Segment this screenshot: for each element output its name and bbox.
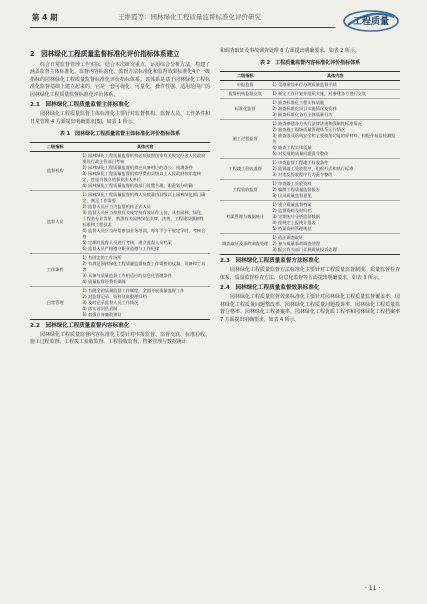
table-1-head-indicator: 二级指标 — [30, 142, 80, 151]
left-column — [30, 48, 210, 347]
table-row — [220, 119, 400, 158]
section-2-paragraph: 综合日常监督管理工作实际，结合本次研究重点，运用综合分析方法，构建了涵盖监督主体标准化、监督内容标准化、监督方法标准化和监督效果标准化4个一级指标的园林绿化工程质量监督标准化评价指标体系。该体系是基于园林绿化工程标准化监督基础上建立起来的，它是一套可视化、可量化、操作性强、适用范围广的园林绿化工程质量监督标准化评价体系。 — [30, 62, 210, 98]
section-2-1-paragraph: 园林绿化工程质量监督主体标准化主要针对监督机构、监督人员、工作条件和日常管理 4 方面提出明确要求[5]，如表 1 所示。 — [30, 111, 210, 125]
row-label: 监督人员 — [30, 190, 80, 253]
section-2-4-title: 2.4 园林绿化工程质量监督效果标准化 — [220, 285, 320, 292]
table-row — [220, 80, 400, 89]
row-label: 监督机构监督交底 — [220, 89, 270, 98]
section-2-2-paragraph: 园林绿化工程质量监督内容标准化主要针对申报监督、监督交底、标准验收、施工过程监督、工程竣工验收监督、工程验收监督、档案管理与数据统计 — [30, 332, 210, 346]
table-row — [30, 151, 210, 190]
table-2-caption: 表 2 工程质量监督内容标准化评价指标体系 — [259, 60, 361, 67]
table-1-caption: 表 1 园林绿化工程质量监督主体标准化评价指标体系 — [59, 131, 181, 138]
section-2-3-title: 2.3 园林绿化工程质量监督方法标准化 — [220, 257, 320, 264]
section-2-4-paragraph: 园林绿化工程质量监督效果标准化主要针对园林绿化工程质量监督覆盖率、园林绿化工程质量问题整改率、园林绿化工程质量问题投诉率、园林绿化工程质量监督合格率、园林绿化工程备案率、园林绿化工程优质工程率和园林绿化工程档案率 7 方面提出明确要求，如表 4 所示。 — [220, 294, 400, 323]
row-label: 申报监督 — [220, 80, 270, 89]
section-2-3-paragraph: 园林绿化工程质量监督方法标准化主要针对工程质量监督制度、质量监督检查体系、质量监督检查方法、信息化监督等方面提出明确要求，如表 3 所示。 — [220, 267, 400, 281]
row-label: 标准化监督 — [220, 98, 270, 119]
journal-logo — [342, 6, 400, 34]
row-content: 1) 受理建设单位办理质量监督手续 — [270, 80, 400, 89]
row-content: 1) 园林绿化工程质量监督机构必须按照国家有关规定经省人民政府建设行政主管部门考核 2) 园林绿化工程质量监督机构应具备相应的办公、检测条件 3) 园林绿化工程质量监督机构经费由县级以上人民政府按年度核定，性质为独立的事业法人单位 4) 园林绿化工程质量监督机构部门设置合理，职责划分明确 — [80, 151, 210, 190]
row-content: 1) 依法调查取证 2) 参与质量事故调查处理 3) 配合有关部门开展质量投诉处理 — [270, 233, 400, 254]
logo-text: 工程质量 — [352, 17, 390, 27]
table-row — [220, 233, 400, 254]
row-content: 1) 有固定的工作场所 2) 有满足园林绿化工程质量监督检查工作需要的仪器、设备和工具等 3) 具备与质量监督工作相适应的信息化管理条件 4) 质量监督经费有保障 — [80, 253, 210, 286]
section-2-title: 2 园林绿化工程质量监督标准化评价指标体系建立 — [30, 50, 180, 58]
row-label: 档案管理与数据统计 — [220, 200, 270, 233]
row-label: 日常管理 — [30, 286, 80, 319]
page-header — [0, 0, 427, 40]
row-content: 1) 抽查标准化工程实体质量 2) 抽查标准化项目实施情况及资料 3) 抽查标准化各方主体质量行为 — [270, 98, 400, 119]
table-row — [220, 200, 400, 233]
row-content: 1) 抽查参建各方执行法律法规和强制性标准情况 2) 抽查施工现场质量管理体系运行情况 3) 抽查涉及结构安全和主要使用功能的原材料、构配件检验检测报告 4) 抽查工程实体质量 5) 对发现的质量问题责令整改 — [270, 119, 400, 158]
section-2-2-title: 2.2 园林绿化工程质量监督内容标准化 — [30, 322, 130, 329]
table-2-head-indicator: 二级指标 — [220, 71, 270, 80]
table-row — [220, 98, 400, 119]
table-2 — [220, 71, 400, 255]
right-column — [220, 48, 400, 324]
row-label: 工程验收监督 — [220, 179, 270, 200]
row-label: 监督机构 — [30, 151, 80, 190]
row-label: 施工过程监督 — [220, 119, 270, 158]
table-2-head-content: 具体内容 — [270, 71, 400, 80]
row-content: 1) 审查竣工验收资料 2) 编制工程质量监督报告 3) 出具质量监督意见 — [270, 179, 400, 200]
row-label: 调查取证及事故调查处理 — [220, 233, 270, 254]
table-row — [30, 286, 210, 319]
page-number: · 11 · — [365, 585, 381, 592]
row-content: 1) 有健全的质量监督工作制度，全面开展质量监督工作 2) 对监督记录、资料及时整理归档 3) 及时记录监督人员工作情况 4) 落实首问负责制 5) 加强自身廉政建设 — [80, 286, 210, 319]
table-row — [220, 158, 400, 179]
table-row — [220, 179, 400, 200]
row-content: 1) 园林绿化工程质量监督机构人员数量由县级以上园林绿化部门确定，满足工作需要 2) 监督人员应当为监督机构正式人员 3) 监督人员应当按照有关规定持有效证件上岗，具有园林、绿化、工程类专业背景，熟悉有关园林绿化法律、法规、工程建设强制性标准和工程技术 4) 监督人员应当经常参加业务培训，每年不少于规定学时，考核合格 5) 定期对监督人员进行考核，建立监督人员档案 6) 监督人员严格遵守职业道德与工作纪律 — [80, 190, 210, 253]
table-1-head-content: 具体内容 — [80, 142, 210, 151]
running-title: 王维霞等：园林绿化工程质量监督标准化评价研究 — [118, 13, 261, 21]
row-label: 工作条件 — [30, 253, 80, 286]
table-row — [30, 253, 210, 286]
table-row — [30, 190, 210, 253]
row-content: 1) 审查监督工程竣工验收条件 2) 监督竣工验收程序、组织形式和执行标准 3) 对违反验收程序行为责令整改 — [270, 158, 400, 179]
row-content: 1) 建立质量监督档案 2) 监督资料及时归档 3) 定期统计分析监督数据 4) 按规定上报统计报表 5) 档案资料管理规范 — [270, 200, 400, 233]
continued-paragraph: 和调查取证及事故调查处理 8 方面提出明确要求，如表 2 所示。 — [220, 48, 360, 54]
issue-number: 第 4 期 — [32, 13, 58, 22]
header-rule — [30, 27, 335, 28]
section-2-1-title: 2.1 园林绿化工程质量监督主体标准化 — [30, 102, 130, 109]
table-1 — [30, 142, 210, 320]
row-label: 工程竣工验收监督 — [220, 158, 270, 179]
row-content: 1) 制定工作计划并组织实施，对参建各方进行交底 — [270, 89, 400, 98]
table-row — [220, 89, 400, 98]
